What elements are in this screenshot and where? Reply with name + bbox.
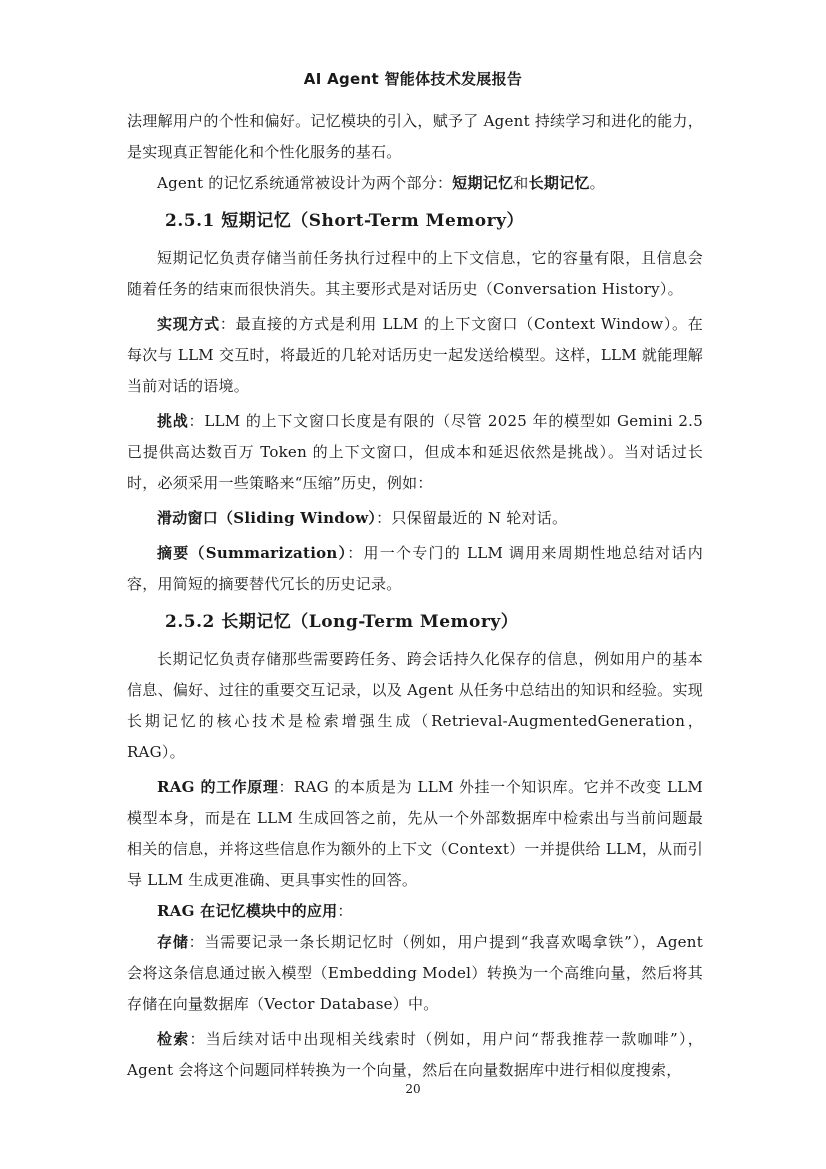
bold-label: 挑战 [157, 412, 189, 430]
page-body [127, 106, 703, 1086]
bold-label: 实现方式 [157, 315, 220, 333]
section-heading-2-5-2: 2.5.2 长期记忆（Long-Term Memory） [165, 612, 519, 632]
paragraph-sliding-window [127, 503, 703, 534]
page-number: 20 [405, 1082, 421, 1096]
bold-label: 滑动窗口（Sliding Window） [157, 509, 377, 527]
text-span: ： [337, 902, 353, 920]
paragraph-store [127, 927, 703, 1020]
section-heading-2-5-1: 2.5.1 短期记忆（Short-Term Memory） [165, 211, 524, 231]
bold-label: RAG 在记忆模块中的应用 [157, 902, 338, 920]
paragraph-implementation [127, 309, 703, 402]
paragraph-rag-principle [127, 772, 703, 896]
text-span: ：用一个专门的 LLM 调用来周期性地总结对话内容，用简短的摘要替代冗长的历史记录。 [127, 544, 703, 593]
paragraph-rag-application [127, 896, 703, 927]
text-span: ：最直接的方式是利用 LLM 的上下文窗口（Context Window）。在每次与 LLM 交互时，将最近的几轮对话历史一起发送给模型。这样，LLM 就能理解当前对话的语境。 [127, 315, 703, 395]
text-span: ：当需要记录一条长期记忆时（例如，用户提到“我喜欢喝拿铁”），Agent 会将这条信息通过嵌入模型（Embedding Model）转换为一个高维向量，然后将其存储在向量数据库（Vector Database）中。 [127, 933, 703, 1013]
text-span: ：当后续对话中出现相关线索时（例如，用户问“帮我推荐一款咖啡”），Agent 会将这个问题同样转换为一个向量，然后在向量数据库中进行相似度搜索， [127, 1030, 703, 1079]
text-span: ：只保留最近的 N 轮对话。 [376, 509, 568, 527]
paragraph-short-term-desc: 短期记忆负责存储当前任务执行过程中的上下文信息，它的容量有限，且信息会随着任务的结束而很快消失。其主要形式是对话历史（Conversation History）。 [127, 249, 703, 298]
page-header: AI Agent 智能体技术发展报告 [303, 70, 523, 88]
text-span: ：RAG 的本质是为 LLM 外挂一个知识库。它并不改变 LLM 模型本身，而是在 LLM 生成回答之前，先从一个外部数据库中检索出与当前问题最相关的信息，并将这些信息作为额外的上下文（Context）一并提供给 LLM，从而引导 LLM 生成更准确、更具事实性的回答。 [127, 778, 704, 889]
text-span: 。 [589, 174, 605, 192]
bold-term-short: 短期记忆 [452, 174, 514, 192]
text-span: 和 [513, 174, 529, 192]
paragraph-memory-intro: 法理解用户的个性和偏好。记忆模块的引入，赋予了 Agent 持续学习和进化的能力，是实现真正智能化和个性化服务的基石。 [127, 112, 703, 161]
bold-label: 摘要（Summarization） [157, 544, 348, 562]
text-span: Agent 的记忆系统通常被设计为两个部分： [157, 174, 453, 192]
paragraph-retrieve [127, 1024, 703, 1086]
paragraph-challenge [127, 406, 703, 499]
paragraph-summarization [127, 538, 703, 600]
bold-label: RAG 的工作原理 [157, 778, 279, 796]
bold-label: 存储 [157, 933, 189, 951]
paragraph-long-term-desc: 长期记忆负责存储那些需要跨任务、跨会话持久化保存的信息，例如用户的基本信息、偏好、过往的重要交互记录，以及 Agent 从任务中总结出的知识和经验。实现长期记忆的核心技术是检索增强生成（Retrieval-AugmentedGeneration，RAG）。 [127, 650, 703, 761]
bold-term-long: 长期记忆 [528, 174, 590, 192]
paragraph-memory-parts [127, 168, 703, 199]
bold-label: 检索 [157, 1030, 190, 1048]
text-span: ：LLM 的上下文窗口长度是有限的（尽管 2025 年的模型如 Gemini 2.5 已提供高达数百万 Token 的上下文窗口，但成本和延迟依然是挑战）。当对话过长时，必须采用一些策略来“压缩”历史，例如： [127, 412, 703, 492]
